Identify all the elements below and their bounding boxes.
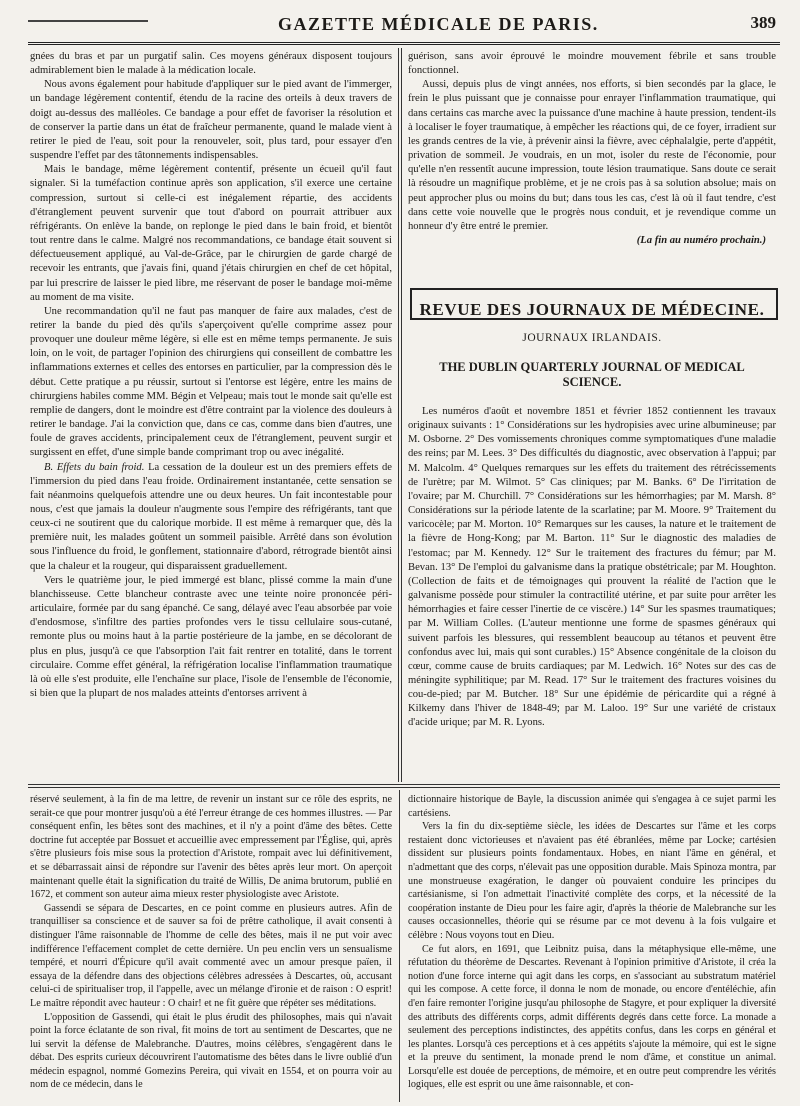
paragraph: réservé seulement, à la fin de ma lettre, de revenir un instant sur ce rôle des esprits, ne serait-ce que pour montrer jusqu'où a été l'erreur étrange de ces hommes illustres. — Par conséquent enfin, les bêtes sont des machines, et il n'y a point d'âme des bêtes. Cette doctrine fut acceptée par Bossuet et accueillie avec empressement par l'Église, qui, après s'être plusieurs fois mise sous la protection d'Aristote, rompait avec lui définitivement, et se débarrassait ainsi de répondre sur l'avenir des bêtes après leur mort. On aperçoit maintenant quelle était la signification du traité de Willis, De anima brutorum, publié en 1672, et comment son auteur aima mieux rester physiologiste avec Aristote. [30, 794, 392, 901]
section-heading: B. Effets du bain froid. [44, 461, 145, 473]
article-column-left [30, 50, 392, 777]
paragraph: Vers la fin du dix-septième siècle, les idées de Descartes sur l'âme et les corps restaient donc victorieuses et n'avaient pas été ébranlées, même par Locke; cartésien dissident sur plusieurs points fondamentaux. Hobes, en niant l'âme en général, et n'admettant que des corps, n'élevait pas une opposition durable. Mais Spinoza montra, par une monstrueuse exagération, le danger où pouvaient conduire les principes du cartésianisme, si l'on admettait l'inactivité complète des corps, et la nécessité de la coopération instante de Dieu pour les faire agir, d'après la théorie de Malebranche sur les causes occasionnelles, théorie qui se résume par ce mot devenu à la fois vulgaire et célèbre : Nous voyons tout en Dieu. [408, 821, 776, 941]
feuilleton-column-right [408, 793, 776, 1103]
paragraph-text: La cessation de la douleur est un des premiers effets de l'immersion du pied dans l'eau froide. Ordinairement instantanée, cette sensation se fait néanmoins quelquefois attendre une ou deux heures. Un fait incontestable pour nous, c'est que jamais la douleur n'augmente sous l'empire des réfrigérants, tant que ceux-ci ne soutirent que du calorique morbide. Il est même à remarquer que, dès la première nuit, les malades goûtent un sommeil paisible. Arrêté dans son évolution sous l'influence du froid, le gonflement, stationnaire d'abord, rétrograde bientôt ainsi que la chaleur et la rougeur, qui disparaissent graduellement. [30, 461, 392, 572]
paragraph: guérison, sans avoir éprouvé le moindre mouvement fébrile et sans trouble fonctionnel. [408, 51, 776, 77]
paragraph: Une recommandation qu'il ne faut pas manquer de faire aux malades, c'est de retirer la bande du pied dès qu'ils s'aperçoivent qu'elle comprime assez pour provoquer une douleur même légère, si elle est en même temps permanente. Je suis loin, on le voit, de partager l'opinion des chirurgiens qui conseillent de combattre les inflammations externes et celles des entorses en particulier, par la compression dès le début. Cette pratique a pu réussir, surtout si l'entorse est légère, entre les mains de chirurgiens habiles comme MM. Bégin et Velpeau; mais tout le monde sait qu'elle est remplie de dangers, dont le moindre est d'être contraint par la violence des douleurs à retirer le bandage. J'ai la conviction que, dans ce cas, comme dans bien d'autres, une foule de graves accidents, principalement ceux de l'étranglement, peuvent surgir et surgissent en effet, d'une simple bande comprimant trop ou avec inégalité. [30, 305, 392, 459]
paragraph: Mais le bandage, même légèrement contentif, présente un écueil qu'il faut signaler. Si la tuméfaction continue après son application, s'il exerce une certaine compression, surtout si celle-ci est inégalement répartie, des accidents d'étranglement peuvent survenir que tout d'abord on pourrait attribuer aux réfrigérants. On enlève la bande, on replonge le pied dans le bain froid, et bientôt tout rentre dans le calme. Malgré nos recommandations, ce bandage était souvent si défectueusement appliqué, au Val-de-Grâce, par le chirurgien de garde chargé de recevoir les entrants, que j'avais fini, quand j'étais chirurgien en chef de cet hôpital, par lui prescrire de laisser le pied libre, me réservant de poser le bandage moi-même au moment de ma visite. [30, 164, 392, 303]
paragraph: Nous avons également pour habitude d'appliquer sur le pied avant de l'immerger, un bandage légèrement contentif, étendu de la racine des orteils à deux travers de doigt au-dessus des malléoles. Ce bandage a pour effet de favoriser la résolution et de conserver la partie dans un état de fraîcheur permanente, quand le malade vient à retirer le pied de l'eau, soit pour la renouveler, soit, plus tard, pour essayer d'en suspendre l'effet par des tâtonnements indispensables. [30, 79, 392, 162]
feuilleton-column-left [30, 793, 392, 1103]
paragraph: L'opposition de Gassendi, qui était le plus érudit des philosophes, mais qui n'avait point la force éclatante de son rival, fit moins de tort au sentiment de Descartes, que ne lui servit la défense de Malebranche. D'autres, moins célèbres, s'engagèrent dans le débat. Des esprits curieux découvrirent l'automatisme des bêtes dans le livre oublié d'un médecin espagnol, nommé Gomezins Pereira, qui vivait en 1554, et on pourra voir au nom de ce médecin, dans le [30, 1011, 392, 1091]
review-section-title: REVUE DES JOURNAUX DE MÉDECINE. [419, 300, 765, 319]
paragraph: Vers le quatrième jour, le pied immergé est blanc, plissé comme la main d'une blanchisseuse. Cette blancheur contraste avec une teinte noire prononcée péri-articulaire, formée par du sang épanché. Ce sang, délayé avec l'eau absorbée par voie d'endosmose, s'infiltre des parties profondes vers le tissu cellulaire sous-cutané, remonte plus ou moins haut à la partie postérieure de la jambe, en se décolorant de plus en plus, jusqu'à ce que l'absorption l'ait fait rentrer en totalité, dans le torrent circulaire. Comme effet général, la réfrigération localise l'inflammation traumatique là où elle s'est produite, elle l'enchaîne sur place, l'isole de l'ensemble de l'économie, si bien que la plupart de nos malades atteints d'entorses arrivent à [30, 574, 392, 700]
column-divider [401, 48, 402, 782]
paragraph: Aussi, depuis plus de vingt années, nos efforts, si bien secondés par la glace, le frein le plus puissant que je connaisse pour enrayer l'inflammation traumatique, qui dans certains cas marche avec la puissance d'une machine à haute pression, tendent-ils à localiser le foyer traumatique, à empêcher les réactions qui, de ce foyer, irradient sur les grands centres de la vie, à prévenir ainsi la fièvre, avec céphalalgie, perte d'appétit, privation de sommeil. Je voudrais, en un mot, isoler du reste de l'économie, pour qu'elle n'en ressentît aucune impression, toute lésion traumatique. Sans doute ce serait là résoudre un magnifique problème, et je ne crois pas à sa solution absolue; mais on peut approcher plus ou moins du but; dans tous les cas, c'est là où il faut tendre, c'est dans cette voie nouvelle que le progrès nous conduit, et je revendique comme un honneur d'y être entré le premier. [408, 79, 776, 232]
page-number: 389 [750, 13, 776, 32]
paragraph: dictionnaire historique de Bayle, la discussion animée qui s'engagea à ce sujet parmi les cartésiens. [408, 794, 776, 819]
journal-title: GAZETTE MÉDICALE DE PARIS. [278, 14, 599, 34]
paragraph: Gassendi se sépara de Descartes, en ce point comme en plusieurs autres. Afin de tranquilliser sa conscience et de sauver sa foi de prêtre catholique, il avait consenti à distinguer l'âme raisonnable de l'homme de celle des bêtes, mais il ne put voir avec indifférence l'effacement complet de cette dernière. Un peu enclin vers un sensualisme tempéré, et nourri d'Épicure qu'il avait commenté avec un amour presque païen, il essaya de la défendre dans des objections célèbres adressées à Descartes, où, accusant celui-ci de spiritualiser trop, il l'appelle, avec un mélange d'ironie et de raison : O esprit! Le maître répondit avec hauteur : O chair! et ne fit guère que répéter ses méditations. [30, 902, 392, 1009]
header-ornament [28, 20, 148, 22]
paragraph [30, 461, 392, 574]
paragraph: Ce fut alors, en 1691, que Leibnitz puisa, dans la métaphysique elle-même, une réfutation du théorème de Descartes. Revenant à l'opinion primitive d'Aristote, il créa la notion d'une force interne qui agit dans les corps, en s'associant au substratum matériel qui les compose. A cette force, il donna le nom de monade, ou encore d'entéléchie, afin d'en faire remonter l'origine jusqu'au philosophe de Stagyre, et pour expliquer la diversité des attributs des différents corps, admit différents degrés dans cette force. La monade a seulement des perceptions indistinctes, des appétits confus, dans les corps en général et les plantes. Lorsqu'à ces perceptions et à ces appétits s'ajoute la mémoire, qui est le signe et la preuve du sentiment, la monade prend le nom d'âme, et constitue un animal. Lorsqu'elle est douée de perceptions, de mémoire, et en outre peut comprendre les vérités logiques, elle est esprit ou une âme raisonnable, et con- [408, 943, 776, 1091]
feuilleton-divider [28, 787, 780, 788]
page-header [28, 12, 780, 45]
feuilleton-divider [28, 784, 780, 785]
column-divider [399, 790, 400, 1102]
review-body [408, 405, 776, 777]
column-divider [398, 48, 399, 782]
review-subtitle: JOURNAUX IRLANDAIS. [522, 332, 662, 344]
article-column-right [408, 50, 776, 292]
paragraph: gnées du bras et par un purgatif salin. Ces moyens généraux disposent toujours admirablement bien le malade à la médication locale. [30, 51, 392, 77]
journal-name: THE DUBLIN QUARTERLY JOURNAL OF MEDICAL SCIENCE. [439, 360, 745, 389]
continuation-note: (La fin au numéro prochain.) [636, 235, 766, 247]
paragraph: Les numéros d'août et novembre 1851 et février 1852 contiennent les travaux originaux suivants : 1° Considérations sur les hydropisies avec urine albumineuse; par M. Osborne. 2° Des vomissements chroniques comme symptomatiques d'une maladie des reins; par M. Lees. 3° Des difficultés du diagnostic, avec observation à l'appui; par M. Malcolm. 4° Quelques remarques sur les effets du traitement des rétrécissements de l'urètre; par M. Wilmot. 5° Cas cliniques; par M. Banks. 6° De l'irritation de l'ovaire; par M. Churchill. 7° Considérations sur les hémorrhagies; par M. Marsh. 8° Considérations sur la période latente de la scarlatine; par M. Moore. 9° Traitement du varicocèle; par M. Morton. 10° Remarques sur les causes, la nature et le traitement de la fièvre de Hong-Kong; par M. Barton. 11° Sur le diagnostic des maladies de l'estomac; par M. Kennedy. 12° Sur le traitement des fractures du fémur; par M. Bevan. 13° De l'emploi du galvanisme dans la pratique obstétricale; par M. Houghton. (Collection de faits et de témoignages qui prouvent la réalité de l'action que le galvanisme possède pour stimuler la contractilité utérine, et par suite pour arrêter les hémorrhagies et faire cesser l'inertie de ce viscère.) 14° Sur les spasmes traumatiques; par M. William Colles. (L'auteur mentionne une forme de spasmes généraux qui suivent parfois les blessures, qui ressemblent beaucoup au tétanos et peuvent être confondus avec lui, mais qui sont curables.) 15° Absence congénitale de la cloison du cœur, comme cause de bruits cardiaques; par M. Ledwich. 16° Notes sur des cas de méningite syphilitique; par M. Read. 17° Sur le traitement des fractures voisines du cou-de-pied; par M. Butcher. 18° Sur une épidémie de péricardite qui a régné à Kilkemy dans l'hiver de 1848-49; par M. Laloo. 19° Sur une variété de cristaux d'acide urique; par M. R. Lyons. [408, 406, 776, 729]
